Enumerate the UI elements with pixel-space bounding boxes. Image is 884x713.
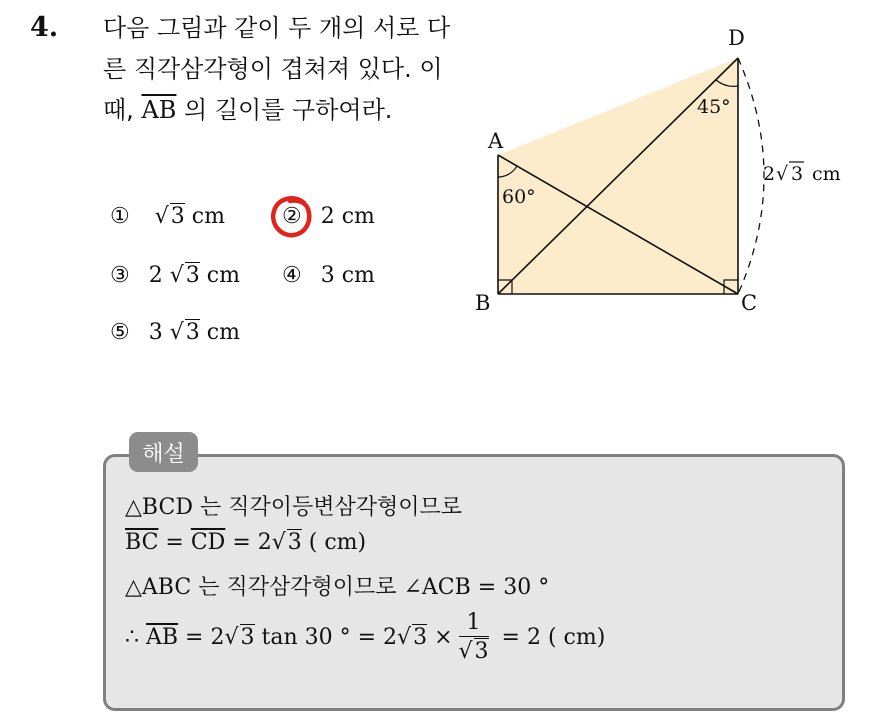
side-length-coef: 2 <box>763 163 776 185</box>
solution-line-2: $\overline{BC} = \overline{CD} = 2√3$ ( cm) <box>125 530 367 555</box>
label-b: B <box>475 291 491 315</box>
solution-line-3-text: 는 직각삼각형이므로 <box>191 575 404 600</box>
label-a: A <box>488 129 504 153</box>
choice-3-radicand: 3 <box>185 263 200 288</box>
label-d: D <box>728 26 745 50</box>
question-number: 4. <box>30 12 59 43</box>
solution-line-3 <box>125 570 549 601</box>
fraction-denominator-radicand: 3 <box>474 638 489 664</box>
angle-label-a: 60° <box>502 186 536 208</box>
solution-line-1-text: 는 직각이등변삼각형이므로 <box>192 495 462 520</box>
line4-radicand-2: 3 <box>413 625 428 650</box>
line2-unit: ( cm) <box>301 530 367 555</box>
fraction-one-over-sqrt3 <box>459 610 489 667</box>
triangle-abc: △ABC <box>125 575 192 600</box>
choice-3[interactable]: ③ 2 √3 cm <box>110 263 240 288</box>
choice-3-unit: cm <box>206 263 240 288</box>
choice-5-coef: 3 <box>148 320 163 345</box>
choice-4[interactable] <box>282 263 375 288</box>
equals-value: = 2 <box>225 530 272 555</box>
line4-radicand-1: 3 <box>240 625 255 650</box>
choice-1[interactable]: ① √3 cm <box>110 204 225 229</box>
line4-eq: = 2 <box>178 625 225 650</box>
dashed-arc-cd <box>738 58 764 294</box>
fraction-numerator: 1 <box>459 610 489 637</box>
angle-label-d: 45° <box>697 96 731 118</box>
choice-2-value: 2 <box>320 204 335 229</box>
line4-tan: tan 30 ° = 2 <box>254 625 398 650</box>
choice-5[interactable]: ⑤ 3 √3 cm <box>110 320 240 345</box>
segment-ab-overline: $\overline{AB}$ <box>141 96 177 124</box>
choice-5-unit: cm <box>206 320 240 345</box>
choice-4-unit: cm <box>341 263 375 288</box>
question-text <box>103 8 453 131</box>
selection-circle-icon <box>268 193 316 243</box>
label-c: C <box>741 291 758 315</box>
choice-5-number: ⑤ <box>110 320 130 345</box>
choice-2-unit: cm <box>341 204 375 229</box>
therefore-symbol: ∴ <box>125 625 146 650</box>
choice-3-coef: 2 <box>148 263 163 288</box>
solution-line-4: ∴ $\overline{AB} = 2√3$ tan 30 ° = 2√3 × $\frac{1}{√3}$ = 2 ( cm) <box>125 608 605 668</box>
choice-4-number: ④ <box>282 263 302 288</box>
question-text-part2: 의 길이를 구하여라. <box>176 96 393 124</box>
angle-acb: ∠ACB = 30 ° <box>403 575 550 600</box>
side-length-radicand: 3 <box>791 163 804 185</box>
line4-times: × <box>427 625 453 650</box>
choice-1-radicand: 3 <box>170 204 185 229</box>
choice-1-number: ① <box>110 204 130 229</box>
side-length-sqrt: √ <box>776 163 789 185</box>
triangle-bcd: △BCD <box>125 495 193 520</box>
segment-ab-result: $\overline{AB}$ <box>146 625 179 650</box>
fraction-denominator: √3 <box>458 638 489 664</box>
segment-cd-overline: $\overline{CD}$ <box>190 530 226 555</box>
equals-sign: = <box>158 530 191 555</box>
line4-result: = 2 ( cm) <box>494 625 606 650</box>
choice-2-number: ② <box>282 204 302 229</box>
solution-line-1 <box>125 490 462 521</box>
question-text-part1: 다음 그림과 같이 두 개의 서로 다른 직각삼각형이 겹쳐져 있다. 이 때, <box>103 14 451 124</box>
choice-3-number: ③ <box>110 263 130 288</box>
side-length-unit: cm <box>812 163 841 185</box>
triangle-figure <box>460 15 870 325</box>
line2-radicand: 3 <box>287 530 302 555</box>
choice-5-radicand: 3 <box>185 320 200 345</box>
segment-bc-overline: $\overline{BC}$ <box>125 530 159 555</box>
solution-tab: 해설 <box>129 432 198 472</box>
choice-1-unit: cm <box>191 204 225 229</box>
choice-4-value: 3 <box>320 263 335 288</box>
